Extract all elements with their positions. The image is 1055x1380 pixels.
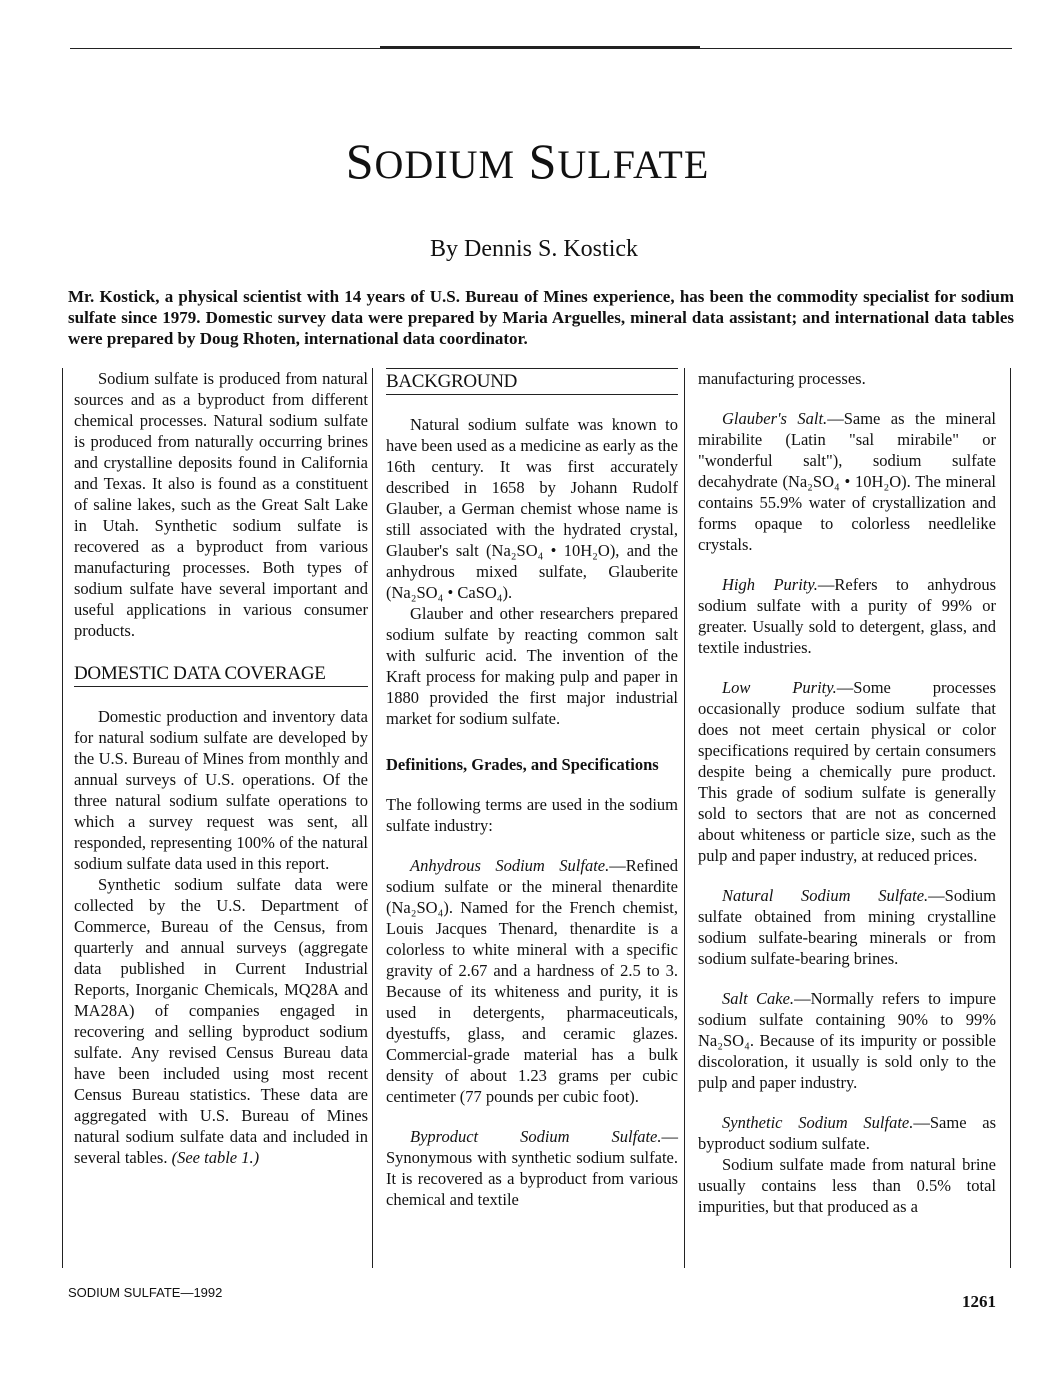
definition: High Purity.—Refers to anhydrous sodium sulfate with a purity of 99% or greater. Usually sold to detergent, glass, and textile industries. (698, 575, 996, 657)
running-footer: SODIUM SULFATE—1992 (68, 1285, 223, 1300)
column-divider (684, 368, 685, 1268)
definition: Byproduct Sodium Sulfate.— Synonymous with synthetic sodium sulfate. It is recovered as a byproduct from various chemical and textile (386, 1127, 678, 1209)
column-1 (74, 368, 368, 1168)
paragraph: Sodium sulfate is produced from natural sources and as a byproduct from different chemical processes. Natural sodium sulfate is produced from naturally occurring brines and crystalline deposits found in California and Texas. It also is found as a constituent of saline lakes, such as the Great Salt Lake in Utah. Synthetic sodium sulfate is recovered as a byproduct from various manufacturing processes. Both types of sodium sulfate have several important and useful applications in various consumer products. (74, 369, 368, 640)
paragraph: manufacturing processes. (698, 369, 866, 388)
definition: Glauber's Salt.—Same as the mineral mirabilite (Latin "sal mirabile" or "wonderful salt"), sodium sulfate decahydrate (Na₂SO₄ • 10H₂O). The mineral contains 55.9% water of crystallization and forms opaque to colorless needlelike crystals. (698, 409, 996, 554)
subsection-heading: Definitions, Grades, and Specifications (386, 755, 659, 774)
author-note: Mr. Kostick, a physical scientist with 14 years of U.S. Bureau of Mines experience, has been the commodity specialist for sodium sulfate since 1979. Domestic survey data were prepared by Maria Arguelles, mineral data assistant; and international data tables were prepared by Doug Rhoten, international data coordinator. (68, 287, 1014, 348)
page-title: SODIUM SULFATE (345, 133, 710, 189)
definition: Low Purity.—Some processes occasionally produce sodium sulfate that does not meet certain physical or color specifications required by certain consumers despite being a chemically pure product. This grade of sodium sulfate is generally sold to sectors that are not as concerned about whiteness or particle size, such as the pulp and paper industry, at reduced prices. (698, 678, 996, 865)
definition: Anhydrous Sodium Sulfate.—Refined sodium sulfate or the mineral thenardite (Na₂SO₄). Named for the French chemist, Louis Jacques Thenard, thenardite is a colorless to white mineral with a specific gravity of 2.67 and a hardness of 2.5 to 3. Because of its whiteness and purity, it is used in detergents, pharmaceuticals, dyestuffs, glass, and ceramic glazes. Commercial-grade material has a bulk density of about 1.23 grams per cubic centimeter (77 pounds per cubic foot). (386, 856, 678, 1106)
byline: By Dennis S. Kostick (430, 236, 639, 262)
section-heading-background: BACKGROUND (386, 368, 678, 395)
paragraph: Natural sodium sulfate was known to have been used as a medicine as early as the 16th century. It was first accurately described in 1658 by Johann Rudolf Glauber, a German chemist whose name is still associated with the hydrated crystal, Glauber's salt (Na₂SO₄ • 10H₂O), and the anhydrous mixed sulfate, Glauberite (Na₂SO₄ • CaSO₄). (386, 415, 678, 602)
definition: Salt Cake.—Normally refers to impure sodium sulfate containing 90% to 99% Na₂SO₄. Because of its impurity or possible discoloration, it usually is sold only to the pulp and paper industry. (698, 989, 996, 1092)
column-divider (62, 368, 63, 1268)
definition: Synthetic Sodium Sulfate.—Same as byproduct sodium sulfate. (698, 1113, 996, 1153)
column-2 (386, 368, 678, 1210)
column-divider (372, 368, 373, 1268)
column-3 (698, 368, 996, 1217)
paragraph: Domestic production and inventory data for natural sodium sulfate are developed by the U.S. Bureau of Mines from monthly and annual surveys of U.S. operations. Of the three natural sodium sulfate operations to which a survey request was sent, all responded, representing 100% of the natural sodium sulfate data used in this report. (74, 707, 368, 873)
column-divider (1010, 368, 1011, 1268)
paragraph: Synthetic sodium sulfate data were collected by the U.S. Department of Commerce, Bureau of the Census, from quarterly and annual surveys (aggregate data published in Current Industrial Reports, Inorganic Chemicals, MQ28A and MA28A) of companies engaged in recovering and selling byproduct sodium sulfate. Any revised Census Bureau data have been included using most recent Census Bureau statistics. These data are aggregated with U.S. Bureau of Mines natural sodium sulfate data and included in several tables. (See table 1.) (74, 875, 368, 1167)
page-number: 1261 (962, 1292, 996, 1311)
top-rule-accent (380, 46, 700, 49)
definition: Natural Sodium Sulfate.—Sodium sulfate obtained from mining crystalline sodium sulfate-bearing minerals or from sodium sulfate-bearing brines. (698, 886, 996, 968)
paragraph: Sodium sulfate made from natural brine usually contains less than 0.5% total impurities, but that produced as a (698, 1155, 996, 1216)
paragraph: Glauber and other researchers prepared sodium sulfate by reacting common salt with sulfuric acid. The invention of the Kraft process for making pulp and paper in 1880 provided the first major industrial market for sodium sulfate. (386, 604, 678, 728)
paragraph: The following terms are used in the sodium sulfate industry: (386, 795, 678, 835)
section-heading-domestic-data-coverage: DOMESTIC DATA COVERAGE (74, 663, 368, 687)
